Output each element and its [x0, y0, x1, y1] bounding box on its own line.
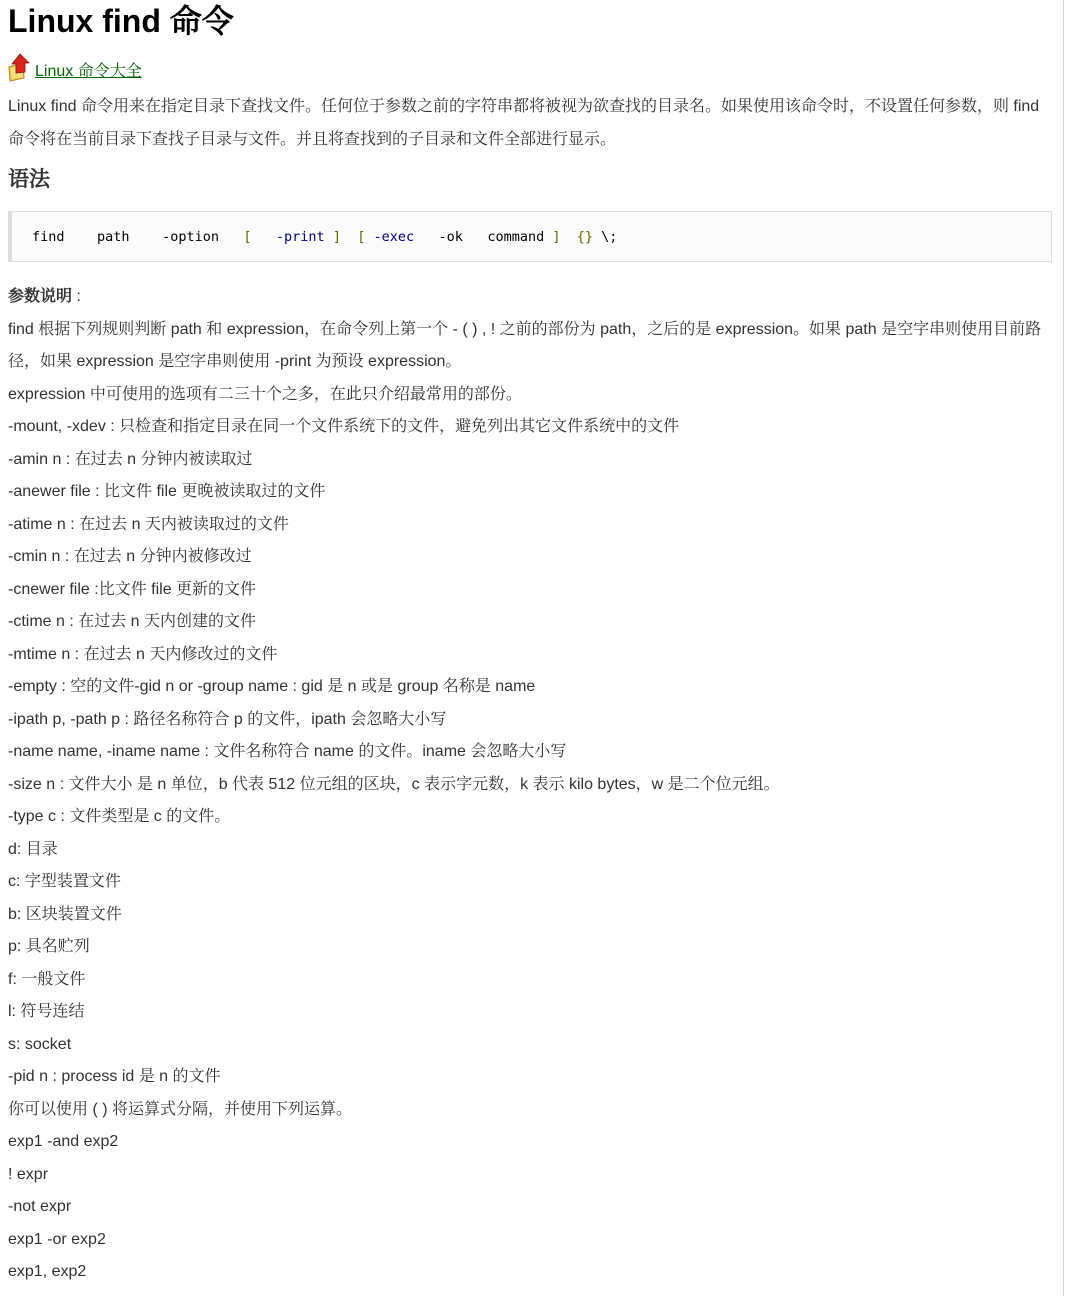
list-item: c: 字型装置文件	[8, 873, 121, 890]
code-token: ]	[552, 229, 561, 245]
params-heading-suffix: :	[72, 288, 81, 305]
up-arrow-folder-icon	[8, 52, 32, 82]
list-item: -size n : 文件大小 是 n 单位，b 代表 512 位元组的区块，c 表示字元数，k 表示 kilo bytes，w 是二个位元组。	[8, 775, 780, 793]
list-item: d: 目录	[8, 840, 58, 858]
list-item: -pid n : process id 是 n 的文件	[8, 1068, 221, 1085]
list-item: l: 符号连结	[8, 1003, 85, 1020]
list-item: -anewer file : 比文件 file 更晚被读取过的文件	[8, 483, 326, 500]
list-item: -cmin n : 在过去 n 分钟内被修改过	[8, 548, 252, 565]
list-item: -name name, -iname name : 文件名称符合 name 的文件。iname 会忽略大小写	[8, 743, 567, 760]
list-item: expression 中可使用的选项有二三十个之多，在此只介绍最常用的部份。	[8, 385, 522, 403]
code-token: \;	[601, 229, 618, 245]
code-token: ]	[332, 229, 341, 245]
list-item: -amin n : 在过去 n 分钟内被读取过	[8, 450, 253, 468]
page-title: Linux find 命令	[8, 3, 234, 39]
list-item: ! expr	[8, 1165, 49, 1183]
code-token: -print	[275, 229, 325, 245]
list-item: -type c : 文件类型是 c 的文件。	[8, 808, 231, 825]
code-token: -option	[162, 229, 219, 245]
syntax-code-line	[32, 228, 617, 246]
code-token: -ok	[438, 229, 463, 245]
list-item: -not expr	[8, 1198, 72, 1215]
code-token: [	[243, 229, 252, 245]
code-token: -exec	[373, 229, 415, 245]
list-item: exp1, exp2	[8, 1263, 87, 1280]
list-item: -mtime n : 在过去 n 天内修改过的文件	[8, 645, 278, 663]
code-token: command	[487, 229, 545, 245]
syntax-heading: 语法	[8, 168, 50, 191]
params-list	[8, 281, 1052, 1289]
list-item: -ctime n : 在过去 n 天内创建的文件	[8, 613, 257, 630]
params-heading-line	[8, 281, 1052, 314]
code-token: find	[32, 229, 65, 245]
list-item: -cnewer file :比文件 file 更新的文件	[8, 580, 257, 598]
code-token: {}	[576, 229, 594, 245]
list-item: 你可以使用 ( ) 将运算式分隔，并使用下列运算。	[8, 1100, 352, 1118]
list-item: f: 一般文件	[8, 970, 86, 988]
list-item: exp1 -or exp2	[8, 1230, 106, 1248]
list-item: exp1 -and exp2	[8, 1133, 119, 1150]
list-item: find 根据下列规则判断 path 和 expression，在命令列上第一个 - ( ) , ! 之前的部份为 path，之后的是 expression。如果 path 是空字串则使用目前路径，如果 expression 是空字串则使用 -print 为预设 expression。	[8, 320, 1042, 370]
code-token: [	[357, 229, 366, 245]
code-token: path	[97, 229, 130, 245]
list-item: -atime n : 在过去 n 天内被读取过的文件	[8, 515, 289, 533]
params-heading: 参数说明	[8, 288, 73, 305]
intro-paragraph: Linux find 命令用来在指定目录下查找文件。任何位于参数之前的字符串都将被视为欲查找的目录名。如果使用该命令时，不设置任何参数，则 find 命令将在当前目录下查找子目录与文件。并且将查找到的子目录和文件全部进行显示。	[8, 98, 1040, 148]
list-item: -ipath p, -path p : 路径名称符合 p 的文件，ipath 会忽略大小写	[8, 710, 447, 728]
back-link-label[interactable]: Linux 命令大全	[35, 63, 142, 80]
list-item: b: 区块装置文件	[8, 905, 122, 923]
syntax-code-block	[8, 211, 1052, 262]
list-item: s: socket	[8, 1035, 72, 1053]
list-item: p: 具名贮列	[8, 938, 90, 955]
list-item: -empty : 空的文件-gid n or -group name : gid 是 n 或是 group 名称是 name	[8, 678, 536, 695]
list-item: -mount, -xdev : 只检查和指定目录在同一个文件系统下的文件，避免列出其它文件系统中的文件	[8, 418, 680, 435]
back-link-linux-commands[interactable]	[8, 52, 142, 82]
